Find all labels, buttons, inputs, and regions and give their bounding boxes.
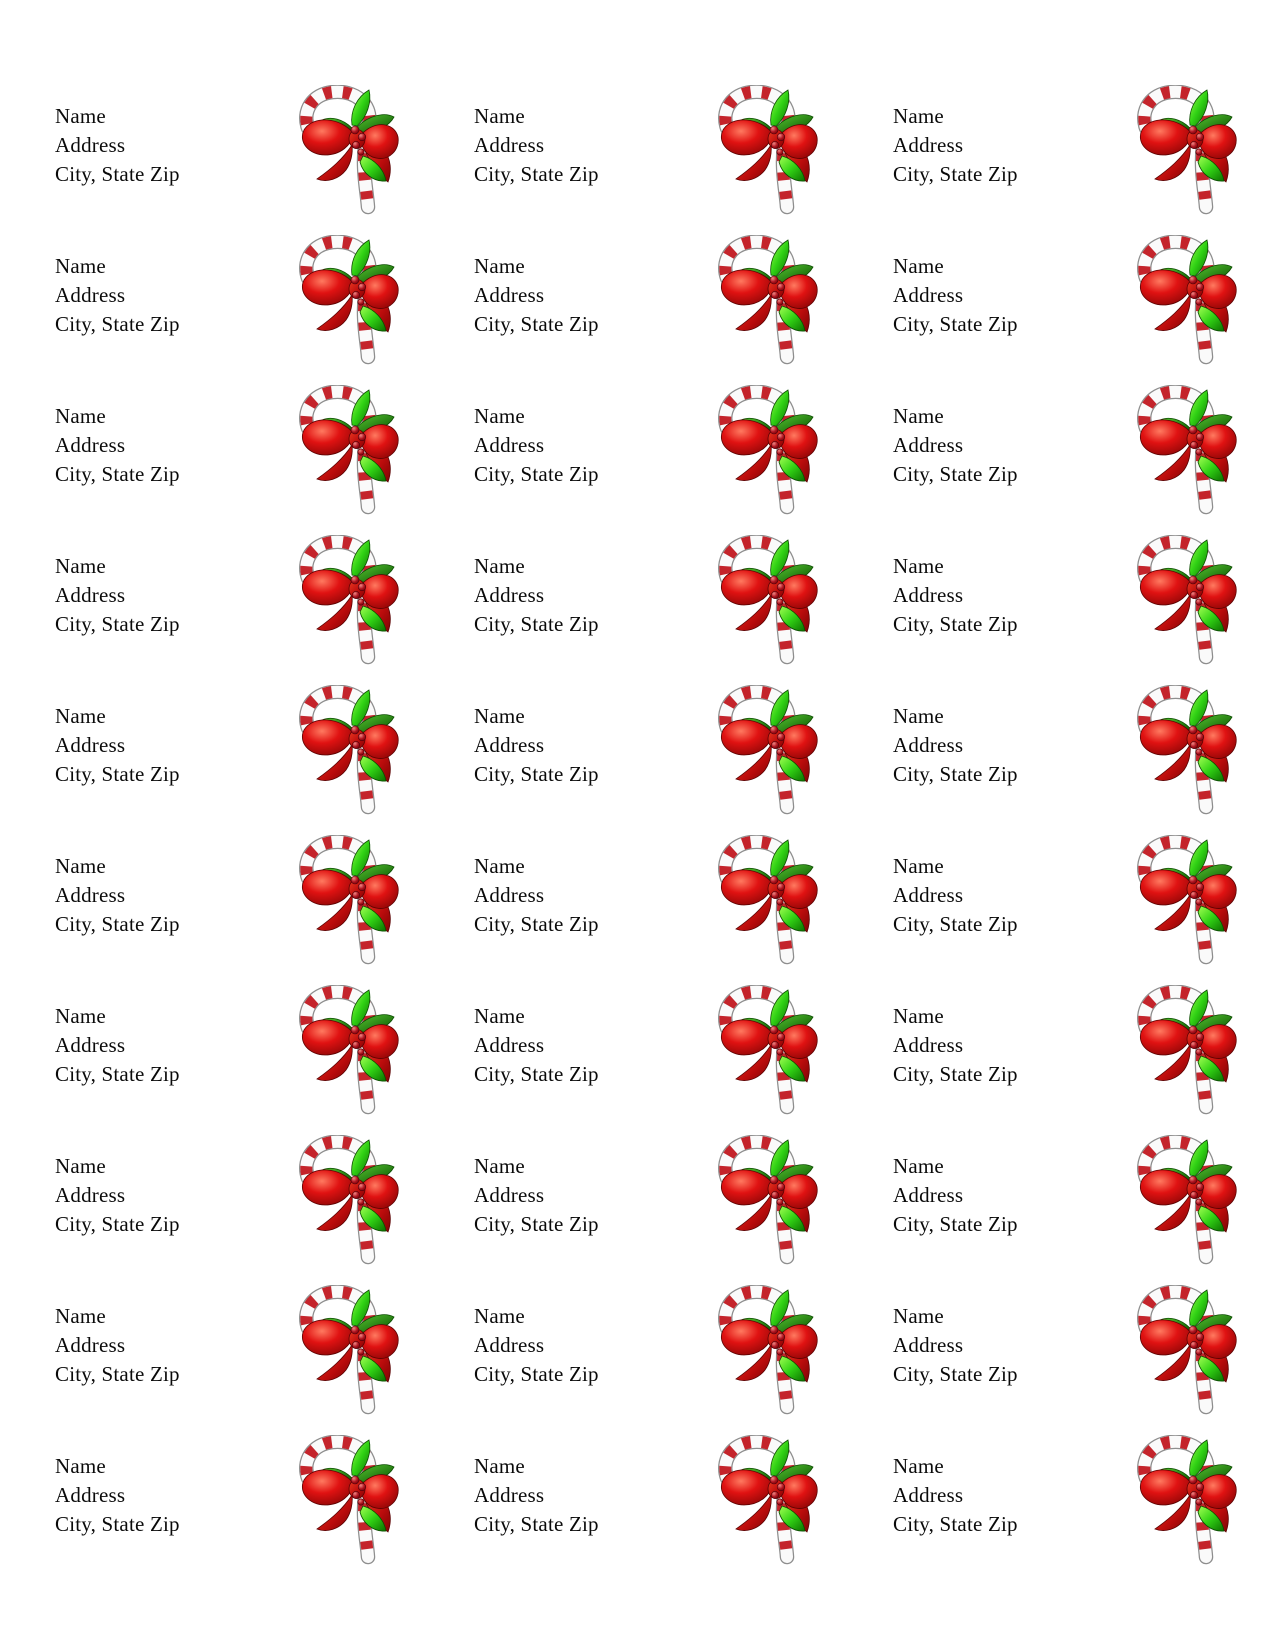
label-address-line: Address [893, 1483, 964, 1507]
candy-cane-icon [1135, 385, 1239, 516]
address-text-block [55, 252, 180, 339]
label-address-line: Address [893, 433, 964, 457]
label-city-line: City, State Zip [474, 1062, 599, 1086]
label-name-line: Name [474, 1454, 525, 1478]
label-address-line: Address [55, 583, 126, 607]
label-address-line: Address [893, 583, 964, 607]
candy-cane-icon [297, 385, 401, 516]
address-label [419, 1275, 838, 1425]
address-text-block [55, 1002, 180, 1089]
label-name-line: Name [893, 404, 944, 428]
label-name-line: Name [893, 1154, 944, 1178]
address-label [838, 225, 1257, 375]
label-address-line: Address [893, 733, 964, 757]
address-text-block [893, 1152, 1018, 1239]
label-city-line: City, State Zip [55, 1062, 180, 1086]
label-city-line: City, State Zip [55, 1362, 180, 1386]
label-address-line: Address [474, 583, 545, 607]
candy-cane-icon [716, 85, 820, 216]
label-name-line: Name [474, 1304, 525, 1328]
address-text-block [474, 1002, 599, 1089]
label-city-line: City, State Zip [893, 762, 1018, 786]
candy-cane-icon [297, 1135, 401, 1266]
candy-cane-icon [716, 835, 820, 966]
label-name-line: Name [55, 1304, 106, 1328]
candy-cane-icon [297, 1435, 401, 1566]
label-name-line: Name [893, 1454, 944, 1478]
address-text-block [893, 552, 1018, 639]
label-address-line: Address [55, 133, 126, 157]
address-text-block [55, 102, 180, 189]
label-address-line: Address [474, 433, 545, 457]
label-name-line: Name [55, 1004, 106, 1028]
address-text-block [893, 102, 1018, 189]
address-text-block [893, 252, 1018, 339]
address-text-block [893, 402, 1018, 489]
candy-cane-icon [716, 535, 820, 666]
label-city-line: City, State Zip [893, 1212, 1018, 1236]
address-text-block [474, 252, 599, 339]
address-label [0, 525, 419, 675]
labels-grid [0, 75, 1257, 1575]
candy-cane-icon [716, 1435, 820, 1566]
label-name-line: Name [893, 854, 944, 878]
address-label [419, 975, 838, 1125]
label-address-line: Address [474, 283, 545, 307]
address-text-block [893, 1452, 1018, 1539]
label-name-line: Name [55, 1154, 106, 1178]
candy-cane-icon [716, 235, 820, 366]
candy-cane-icon [297, 235, 401, 366]
label-city-line: City, State Zip [474, 462, 599, 486]
address-text-block [893, 852, 1018, 939]
candy-cane-icon [1135, 535, 1239, 666]
address-label [838, 825, 1257, 975]
candy-cane-icon [1135, 1435, 1239, 1566]
label-city-line: City, State Zip [55, 1212, 180, 1236]
address-text-block [474, 1152, 599, 1239]
label-address-line: Address [55, 1033, 126, 1057]
label-city-line: City, State Zip [55, 162, 180, 186]
candy-cane-icon [1135, 1285, 1239, 1416]
address-text-block [474, 1302, 599, 1389]
label-city-line: City, State Zip [474, 312, 599, 336]
address-label [0, 225, 419, 375]
address-label [838, 1125, 1257, 1275]
label-name-line: Name [893, 554, 944, 578]
label-address-line: Address [893, 1033, 964, 1057]
candy-cane-icon [297, 835, 401, 966]
candy-cane-icon [1135, 235, 1239, 366]
label-name-line: Name [474, 404, 525, 428]
address-label [419, 525, 838, 675]
label-city-line: City, State Zip [474, 912, 599, 936]
label-city-line: City, State Zip [893, 612, 1018, 636]
address-text-block [893, 1302, 1018, 1389]
address-label [838, 525, 1257, 675]
address-text-block [55, 702, 180, 789]
address-text-block [55, 1152, 180, 1239]
label-address-line: Address [55, 1333, 126, 1357]
label-city-line: City, State Zip [893, 912, 1018, 936]
candy-cane-icon [297, 1285, 401, 1416]
label-address-line: Address [474, 1483, 545, 1507]
address-text-block [55, 552, 180, 639]
address-label [838, 1425, 1257, 1575]
address-label [838, 75, 1257, 225]
label-address-line: Address [474, 1183, 545, 1207]
label-name-line: Name [474, 1154, 525, 1178]
address-label [0, 675, 419, 825]
address-label [419, 1425, 838, 1575]
address-label [0, 1275, 419, 1425]
label-name-line: Name [55, 554, 106, 578]
candy-cane-icon [716, 385, 820, 516]
label-city-line: City, State Zip [893, 1062, 1018, 1086]
label-address-line: Address [474, 733, 545, 757]
label-name-line: Name [55, 254, 106, 278]
candy-cane-icon [1135, 835, 1239, 966]
address-text-block [474, 1452, 599, 1539]
address-text-block [474, 402, 599, 489]
address-label [419, 1125, 838, 1275]
label-name-line: Name [55, 704, 106, 728]
label-name-line: Name [55, 1454, 106, 1478]
label-city-line: City, State Zip [55, 612, 180, 636]
address-label [419, 225, 838, 375]
address-text-block [55, 852, 180, 939]
label-name-line: Name [893, 1004, 944, 1028]
label-city-line: City, State Zip [474, 1512, 599, 1536]
label-address-line: Address [893, 1183, 964, 1207]
candy-cane-icon [1135, 685, 1239, 816]
label-city-line: City, State Zip [55, 1512, 180, 1536]
label-city-line: City, State Zip [474, 1362, 599, 1386]
label-city-line: City, State Zip [474, 612, 599, 636]
label-address-line: Address [55, 1483, 126, 1507]
label-name-line: Name [55, 854, 106, 878]
label-city-line: City, State Zip [474, 1212, 599, 1236]
label-address-line: Address [474, 1033, 545, 1057]
label-address-line: Address [55, 1183, 126, 1207]
label-address-line: Address [893, 133, 964, 157]
label-address-line: Address [893, 883, 964, 907]
candy-cane-icon [297, 685, 401, 816]
label-address-line: Address [893, 283, 964, 307]
address-label [0, 375, 419, 525]
label-address-line: Address [55, 733, 126, 757]
address-text-block [893, 1002, 1018, 1089]
candy-cane-icon [716, 1285, 820, 1416]
label-name-line: Name [893, 1304, 944, 1328]
label-city-line: City, State Zip [893, 462, 1018, 486]
label-city-line: City, State Zip [474, 162, 599, 186]
address-label [0, 75, 419, 225]
address-label [0, 1425, 419, 1575]
label-name-line: Name [474, 104, 525, 128]
label-address-line: Address [474, 133, 545, 157]
address-label [419, 75, 838, 225]
label-city-line: City, State Zip [893, 1512, 1018, 1536]
address-label [838, 375, 1257, 525]
label-city-line: City, State Zip [893, 312, 1018, 336]
label-city-line: City, State Zip [55, 762, 180, 786]
address-label [0, 1125, 419, 1275]
address-label [419, 675, 838, 825]
address-label [419, 825, 838, 975]
candy-cane-icon [716, 1135, 820, 1266]
label-address-line: Address [893, 1333, 964, 1357]
address-label [0, 975, 419, 1125]
address-text-block [474, 552, 599, 639]
candy-cane-icon [1135, 1135, 1239, 1266]
candy-cane-icon [297, 535, 401, 666]
label-name-line: Name [893, 254, 944, 278]
candy-cane-icon [297, 85, 401, 216]
label-city-line: City, State Zip [55, 312, 180, 336]
label-city-line: City, State Zip [893, 162, 1018, 186]
label-city-line: City, State Zip [55, 912, 180, 936]
address-text-block [893, 702, 1018, 789]
label-city-line: City, State Zip [893, 1362, 1018, 1386]
address-label [838, 1275, 1257, 1425]
address-label [838, 675, 1257, 825]
label-name-line: Name [474, 254, 525, 278]
candy-cane-icon [1135, 85, 1239, 216]
label-name-line: Name [474, 554, 525, 578]
candy-cane-icon [716, 985, 820, 1116]
address-text-block [474, 852, 599, 939]
label-city-line: City, State Zip [474, 762, 599, 786]
label-address-line: Address [474, 883, 545, 907]
address-text-block [55, 1452, 180, 1539]
label-city-line: City, State Zip [55, 462, 180, 486]
label-name-line: Name [55, 404, 106, 428]
label-address-line: Address [55, 883, 126, 907]
label-name-line: Name [55, 104, 106, 128]
label-address-line: Address [55, 283, 126, 307]
label-name-line: Name [893, 104, 944, 128]
candy-cane-icon [1135, 985, 1239, 1116]
label-name-line: Name [474, 1004, 525, 1028]
label-name-line: Name [474, 854, 525, 878]
candy-cane-icon [297, 985, 401, 1116]
label-name-line: Name [893, 704, 944, 728]
address-text-block [55, 1302, 180, 1389]
label-name-line: Name [474, 704, 525, 728]
address-label [838, 975, 1257, 1125]
address-label [419, 375, 838, 525]
label-address-line: Address [55, 433, 126, 457]
candy-cane-icon [716, 685, 820, 816]
address-label [0, 825, 419, 975]
address-text-block [474, 702, 599, 789]
address-text-block [55, 402, 180, 489]
label-address-line: Address [474, 1333, 545, 1357]
address-text-block [474, 102, 599, 189]
